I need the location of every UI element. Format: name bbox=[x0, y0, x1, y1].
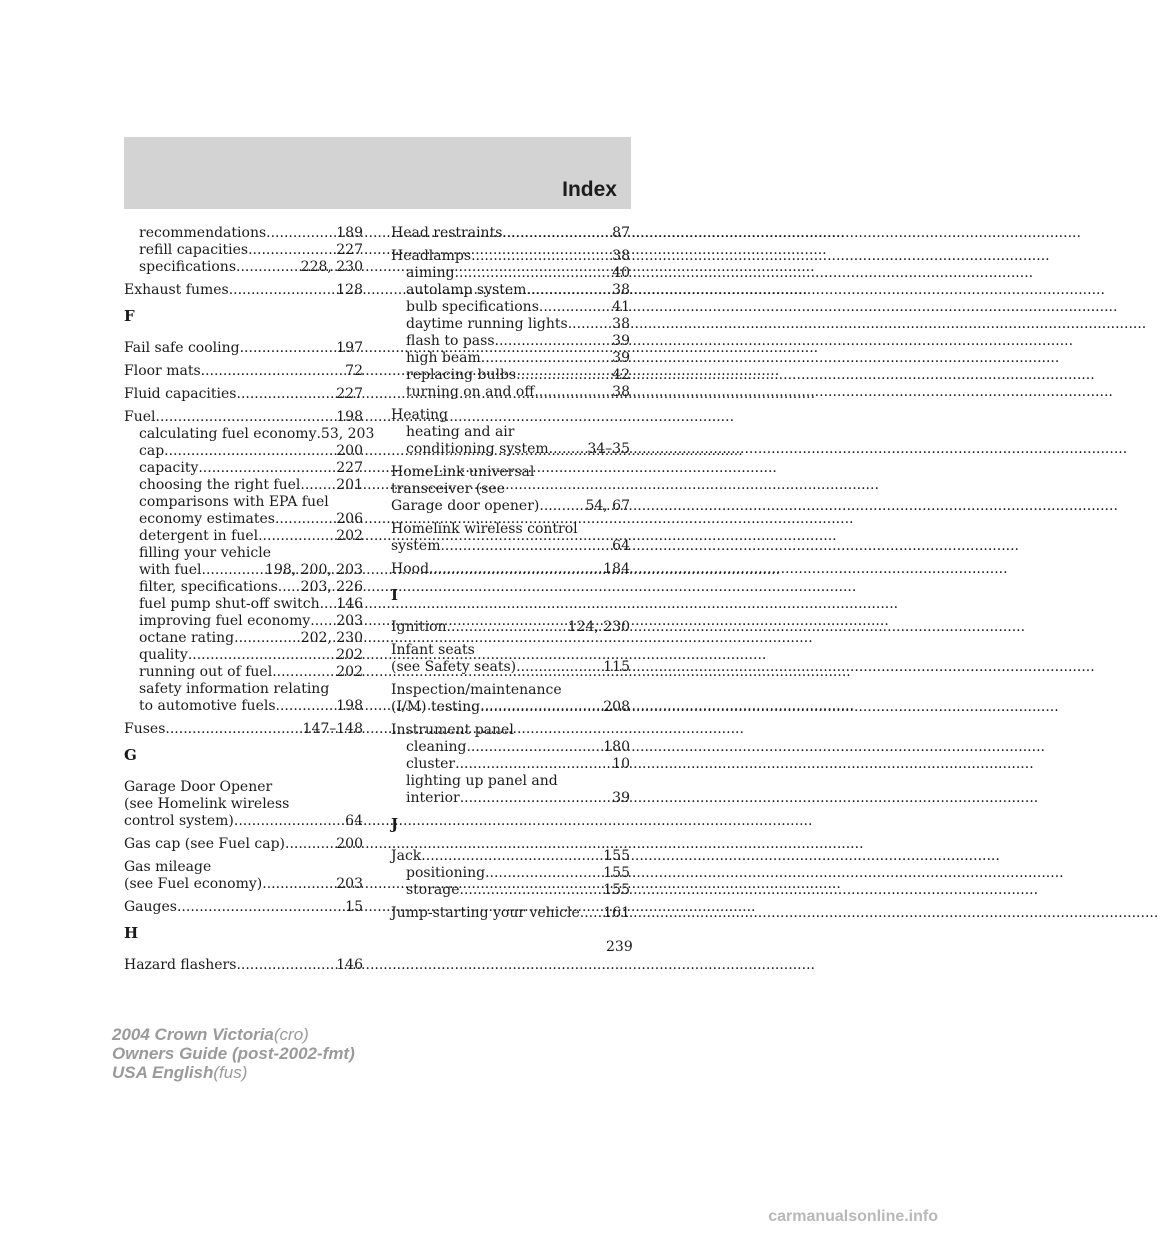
page-reference[interactable]: 203 bbox=[336, 613, 363, 629]
header-band bbox=[124, 137, 631, 209]
entry-text: daytime running lights bbox=[406, 316, 568, 332]
page-reference[interactable]: 128 bbox=[336, 282, 363, 298]
index-subentry-line bbox=[391, 316, 630, 333]
page-reference[interactable]: 201 bbox=[336, 477, 363, 493]
page-reference[interactable]: 203, 226 bbox=[300, 579, 363, 595]
entry-text: Hazard flashers bbox=[124, 957, 237, 973]
entry-text: interior bbox=[406, 790, 460, 806]
watermark: carmanualsonline.info bbox=[768, 1208, 938, 1225]
page-reference[interactable]: 189 bbox=[336, 225, 363, 241]
entry-text: Floor mats bbox=[124, 363, 201, 379]
index-subentry-line bbox=[124, 596, 363, 613]
index-entry bbox=[124, 899, 363, 916]
entry-text: Inspection/maintenance bbox=[391, 682, 562, 698]
page-reference[interactable]: 39 bbox=[612, 790, 630, 806]
entry-text: running out of fuel bbox=[139, 664, 273, 680]
page-reference[interactable]: 203 bbox=[336, 876, 363, 892]
index-entry bbox=[124, 779, 363, 830]
index-entry bbox=[124, 340, 363, 357]
entry-text: with fuel bbox=[139, 562, 202, 578]
dot-leader bbox=[429, 561, 603, 578]
entry-text: Garage Door Opener bbox=[124, 779, 273, 795]
index-entry-line bbox=[391, 722, 630, 739]
page-reference[interactable]: 200 bbox=[336, 443, 363, 459]
page-reference[interactable]: 202, 230 bbox=[300, 630, 363, 646]
index-entry-line bbox=[124, 836, 363, 853]
entry-text: autolamp system bbox=[406, 282, 527, 298]
page-reference[interactable]: 39 bbox=[612, 333, 630, 349]
index-entry-line bbox=[391, 848, 630, 865]
index-subentry-line bbox=[391, 350, 630, 367]
index-entry-line bbox=[391, 481, 630, 498]
index-letter: F bbox=[124, 307, 135, 325]
footer-model-code: (cro) bbox=[273, 1025, 309, 1044]
index-subentry-line bbox=[124, 681, 363, 698]
dot-leader bbox=[455, 756, 612, 773]
index-letter: J bbox=[391, 815, 399, 833]
entry-text: refill capacities bbox=[139, 242, 249, 258]
dot-leader bbox=[258, 528, 336, 545]
index-entry bbox=[391, 248, 630, 401]
entry-text: heating and air bbox=[406, 424, 515, 440]
page-reference[interactable]: 198 bbox=[336, 698, 363, 714]
entry-text: conditioning system bbox=[406, 441, 549, 457]
index-entry-line bbox=[391, 464, 630, 481]
entry-text: Infant seats bbox=[391, 642, 475, 658]
page-reference[interactable]: 197 bbox=[336, 340, 363, 356]
index-subentry-line bbox=[391, 299, 630, 316]
dot-leader bbox=[234, 630, 301, 647]
index-subentry-line bbox=[124, 545, 363, 562]
index-entry-line bbox=[391, 642, 630, 659]
page-reference[interactable]: 124, 230 bbox=[567, 619, 630, 635]
entry-text: Garage door opener) bbox=[391, 498, 540, 514]
index-subentry-line bbox=[391, 790, 630, 807]
dot-leader bbox=[272, 664, 336, 681]
entry-text: filling your vehicle bbox=[139, 545, 271, 561]
entry-text: economy estimates bbox=[139, 511, 275, 527]
page-reference[interactable]: 227 bbox=[336, 460, 363, 476]
page-reference[interactable]: 202 bbox=[336, 647, 363, 663]
index-subentry-line bbox=[124, 259, 363, 276]
entry-text: cleaning bbox=[406, 739, 467, 755]
index-entry-line bbox=[124, 779, 363, 796]
entry-text: (I/M) testing bbox=[391, 699, 481, 715]
page-reference[interactable]: 161 bbox=[603, 905, 630, 921]
page-reference[interactable]: 227 bbox=[336, 386, 363, 402]
index-entry-line bbox=[124, 340, 363, 357]
index-entry-line bbox=[391, 498, 630, 515]
page-reference[interactable]: 87 bbox=[612, 225, 630, 241]
entry-text: Head restraints bbox=[391, 225, 503, 241]
page-reference[interactable]: 198, 200, 203 bbox=[265, 562, 363, 578]
entry-text: Fuses bbox=[124, 721, 166, 737]
dot-leader bbox=[300, 477, 336, 494]
page-reference[interactable]: 10 bbox=[612, 756, 630, 772]
dot-leader bbox=[421, 848, 603, 865]
index-entry bbox=[124, 386, 363, 403]
index-entry-line bbox=[124, 957, 363, 974]
page-reference[interactable]: 202 bbox=[336, 664, 363, 680]
dot-leader bbox=[156, 409, 337, 426]
entry-text: capacity bbox=[139, 460, 199, 476]
index-subentry-line bbox=[391, 773, 630, 790]
index-subentry-line bbox=[124, 511, 363, 528]
page-reference[interactable]: 38 bbox=[612, 248, 630, 264]
index-subentry-line bbox=[391, 865, 630, 882]
dot-leader bbox=[188, 647, 336, 664]
index-entry-line bbox=[391, 225, 630, 242]
index-entry bbox=[391, 407, 630, 458]
dot-leader bbox=[237, 386, 337, 403]
index-subentry-line bbox=[391, 756, 630, 773]
page-reference[interactable]: .53, 203 bbox=[316, 426, 375, 442]
entry-text: Instrument panel bbox=[391, 722, 514, 738]
entry-text: fuel pump shut-off switch bbox=[139, 596, 320, 612]
entry-text: flash to pass bbox=[406, 333, 495, 349]
index-entry bbox=[391, 225, 630, 242]
dot-leader bbox=[485, 865, 603, 882]
dot-leader bbox=[516, 659, 603, 676]
index-entry-line bbox=[391, 905, 630, 922]
index-entry-line bbox=[391, 682, 630, 699]
footer-language-code: (fus) bbox=[213, 1063, 248, 1082]
dot-leader bbox=[526, 282, 612, 299]
page-reference[interactable]: 228, 230 bbox=[300, 259, 363, 275]
index-subentry-line bbox=[124, 664, 363, 681]
index-entry bbox=[391, 682, 630, 716]
dot-leader bbox=[481, 350, 612, 367]
page-reference[interactable]: 34–35 bbox=[587, 441, 630, 457]
entry-text: high beam bbox=[406, 350, 481, 366]
index-subentry-line bbox=[124, 443, 363, 460]
dot-leader bbox=[236, 259, 301, 276]
page-reference[interactable]: 54, 67 bbox=[585, 498, 630, 514]
index-subentry-line bbox=[124, 647, 363, 664]
dot-leader bbox=[262, 876, 336, 893]
index-entry bbox=[391, 848, 630, 899]
index-entry bbox=[124, 282, 363, 299]
entry-text: Gas mileage bbox=[124, 859, 212, 875]
index-entry-line bbox=[391, 561, 630, 578]
index-subentry-line bbox=[391, 441, 630, 458]
index-entry-line bbox=[391, 619, 630, 636]
index-entry bbox=[124, 836, 363, 853]
dot-leader bbox=[460, 790, 612, 807]
dot-leader bbox=[502, 225, 612, 242]
dot-leader bbox=[539, 498, 585, 515]
dot-leader bbox=[516, 367, 612, 384]
dot-leader bbox=[278, 579, 301, 596]
entry-text: cluster bbox=[406, 756, 456, 772]
dot-leader bbox=[480, 699, 603, 716]
index-entry-line bbox=[124, 796, 363, 813]
page-reference[interactable]: 64 bbox=[345, 813, 363, 829]
page-reference[interactable]: 198 bbox=[336, 409, 363, 425]
index-column-right bbox=[391, 225, 630, 928]
entry-text: Gas cap (see Fuel cap) bbox=[124, 836, 285, 852]
page-reference[interactable]: 39 bbox=[612, 350, 630, 366]
entry-text: (see Fuel economy) bbox=[124, 876, 263, 892]
index-entry-line bbox=[391, 407, 630, 424]
index-entry-line bbox=[124, 876, 363, 893]
page-reference[interactable]: 155 bbox=[603, 848, 630, 864]
entry-text: to automotive fuels bbox=[139, 698, 276, 714]
entry-text: Heating bbox=[391, 407, 448, 423]
index-entry-line bbox=[124, 409, 363, 426]
dot-leader bbox=[495, 333, 613, 350]
index-entry-line bbox=[124, 721, 363, 738]
index-subentry-line bbox=[391, 333, 630, 350]
dot-leader bbox=[549, 441, 588, 458]
dot-leader bbox=[447, 619, 568, 636]
entry-text: recommendations bbox=[139, 225, 267, 241]
page-reference[interactable]: 200 bbox=[336, 836, 363, 852]
footer bbox=[112, 1025, 355, 1082]
dot-leader bbox=[240, 340, 337, 357]
dot-leader bbox=[236, 957, 336, 974]
index-entry-line bbox=[124, 386, 363, 403]
index-entry-line bbox=[124, 282, 363, 299]
index-entry-line bbox=[124, 363, 363, 380]
entry-text: (see Homelink wireless bbox=[124, 796, 290, 812]
dot-leader bbox=[177, 899, 345, 916]
index-entry bbox=[391, 722, 630, 807]
entry-text: cap bbox=[139, 443, 165, 459]
index-entry bbox=[391, 905, 630, 922]
dot-leader bbox=[248, 242, 336, 259]
page-reference[interactable]: 38 bbox=[612, 316, 630, 332]
dot-leader bbox=[229, 282, 337, 299]
dot-leader bbox=[276, 698, 337, 715]
dot-leader bbox=[568, 316, 612, 333]
entry-text: specifications bbox=[139, 259, 237, 275]
footer-language: USA English bbox=[112, 1063, 214, 1082]
index-subentry-line bbox=[391, 265, 630, 282]
entry-text: Headlamps bbox=[391, 248, 472, 264]
entry-text: choosing the right fuel bbox=[139, 477, 301, 493]
page-reference[interactable]: 38 bbox=[612, 384, 630, 400]
dot-leader bbox=[466, 739, 603, 756]
dot-leader bbox=[234, 813, 345, 830]
page-reference[interactable]: 155 bbox=[603, 882, 630, 898]
entry-text: octane rating bbox=[139, 630, 235, 646]
page-reference[interactable]: 208 bbox=[603, 699, 630, 715]
entry-text: Jump-starting your vehicle bbox=[391, 905, 580, 921]
index-subentry-line bbox=[391, 424, 630, 441]
entry-text: aiming bbox=[406, 265, 455, 281]
page-reference[interactable]: 146 bbox=[336, 957, 363, 973]
index-letter: G bbox=[124, 746, 137, 764]
dot-leader bbox=[460, 882, 604, 899]
entry-text: comparisons with EPA fuel bbox=[139, 494, 329, 510]
page-number: 239 bbox=[606, 939, 633, 955]
index-entry-line bbox=[391, 521, 630, 538]
index-entry bbox=[391, 619, 630, 636]
page-reference[interactable]: 227 bbox=[336, 242, 363, 258]
index-column-left bbox=[124, 225, 375, 980]
index-subentry-line bbox=[124, 613, 363, 630]
index-entry bbox=[391, 642, 630, 676]
entry-text: Exhaust fumes bbox=[124, 282, 229, 298]
entry-text: safety information relating bbox=[139, 681, 330, 697]
index-entry-line bbox=[391, 248, 630, 265]
dot-leader bbox=[198, 460, 336, 477]
index-subentry-line bbox=[124, 477, 363, 494]
index-entry bbox=[124, 859, 363, 893]
index-subentry-line bbox=[124, 579, 363, 596]
index-entry-line bbox=[124, 859, 363, 876]
index-subentry-line bbox=[124, 630, 363, 647]
entry-text: improving fuel economy bbox=[139, 613, 311, 629]
dot-leader bbox=[164, 443, 336, 460]
entry-text: calculating fuel economy bbox=[139, 426, 317, 442]
footer-model: 2004 Crown Victoria bbox=[112, 1025, 274, 1044]
dot-leader bbox=[320, 596, 337, 613]
entry-text: Fuel bbox=[124, 409, 156, 425]
index-entry bbox=[391, 464, 630, 515]
page-reference[interactable]: 42 bbox=[612, 367, 630, 383]
entry-text: system bbox=[391, 538, 441, 554]
entry-text: Hood bbox=[391, 561, 430, 577]
index-entry bbox=[124, 363, 363, 380]
page-reference[interactable]: 202 bbox=[336, 528, 363, 544]
dot-leader bbox=[285, 836, 336, 853]
index-entry-line bbox=[391, 659, 630, 676]
index-subentry-line bbox=[124, 562, 363, 579]
entry-text: Ignition bbox=[391, 619, 447, 635]
index-subentry-line bbox=[124, 698, 363, 715]
page-reference[interactable]: 72 bbox=[345, 363, 363, 379]
page-reference[interactable]: 38 bbox=[612, 282, 630, 298]
index-subentry-line bbox=[124, 426, 375, 443]
index-entry bbox=[391, 561, 630, 578]
entry-text: control system) bbox=[124, 813, 234, 829]
entry-text: Homelink wireless control bbox=[391, 521, 578, 537]
index-subentry-line bbox=[391, 882, 630, 899]
entry-text: filter, specifications bbox=[139, 579, 278, 595]
index-subentry-line bbox=[391, 739, 630, 756]
index-letter: I bbox=[391, 586, 399, 604]
index-entry bbox=[391, 521, 630, 555]
dot-leader bbox=[310, 613, 336, 630]
page-reference[interactable]: 146 bbox=[336, 596, 363, 612]
index-subentry-line bbox=[391, 367, 630, 384]
index-entry-line bbox=[124, 899, 363, 916]
dot-leader bbox=[201, 363, 346, 380]
index-subentry-line bbox=[124, 494, 363, 511]
entry-text: transceiver (see bbox=[391, 481, 506, 497]
entry-text: Jack bbox=[391, 848, 422, 864]
index-entry bbox=[124, 957, 363, 974]
entry-text: bulb specifications bbox=[406, 299, 539, 315]
dot-leader bbox=[580, 905, 603, 922]
index-entry-line bbox=[391, 538, 630, 555]
dot-leader bbox=[275, 511, 336, 528]
page-reference[interactable]: 15 bbox=[345, 899, 363, 915]
entry-text: quality bbox=[139, 647, 188, 663]
entry-text: Gauges bbox=[124, 899, 177, 915]
index-subentry-line bbox=[391, 384, 630, 401]
entry-text: detergent in fuel bbox=[139, 528, 259, 544]
page-reference[interactable]: 64 bbox=[612, 538, 630, 554]
index-subentry-line bbox=[124, 225, 363, 242]
index-subentry-line bbox=[391, 282, 630, 299]
entry-text: (see Safety seats) bbox=[391, 659, 517, 675]
dot-leader bbox=[202, 562, 266, 579]
page-reference[interactable]: 155 bbox=[603, 865, 630, 881]
section-title: Index bbox=[562, 178, 617, 201]
index-entry bbox=[124, 409, 375, 715]
index-subentry-line bbox=[124, 528, 363, 545]
page-reference[interactable]: 40 bbox=[612, 265, 630, 281]
page-reference[interactable]: 41 bbox=[612, 299, 630, 315]
page-reference[interactable]: 184 bbox=[603, 561, 630, 577]
entry-text: Fluid capacities bbox=[124, 386, 237, 402]
index-entry-line bbox=[391, 699, 630, 716]
page-reference[interactable]: 115 bbox=[603, 659, 630, 675]
footer-guide: Owners Guide (post-2002-fmt) bbox=[112, 1044, 355, 1063]
index-entry bbox=[124, 225, 363, 276]
page-reference[interactable]: 147–148 bbox=[302, 721, 363, 737]
entry-text: lighting up panel and bbox=[406, 773, 558, 789]
dot-leader bbox=[440, 538, 612, 555]
index-subentry-line bbox=[124, 242, 363, 259]
entry-text: positioning bbox=[406, 865, 486, 881]
index-entry-line bbox=[124, 813, 363, 830]
entry-text: storage bbox=[406, 882, 460, 898]
entry-text: turning on and off bbox=[406, 384, 535, 400]
dot-leader bbox=[165, 721, 302, 738]
dot-leader bbox=[455, 265, 613, 282]
dot-leader bbox=[534, 384, 612, 401]
entry-text: HomeLink universal bbox=[391, 464, 535, 480]
entry-text: Fail safe cooling bbox=[124, 340, 240, 356]
index-letter: H bbox=[124, 924, 139, 942]
dot-leader bbox=[266, 225, 336, 242]
index-entry bbox=[124, 721, 363, 738]
page-reference[interactable]: 206 bbox=[336, 511, 363, 527]
dot-leader bbox=[471, 248, 612, 265]
index-subentry-line bbox=[124, 460, 363, 477]
entry-text: replacing bulbs bbox=[406, 367, 517, 383]
dot-leader bbox=[539, 299, 612, 316]
page-reference[interactable]: 180 bbox=[603, 739, 630, 755]
